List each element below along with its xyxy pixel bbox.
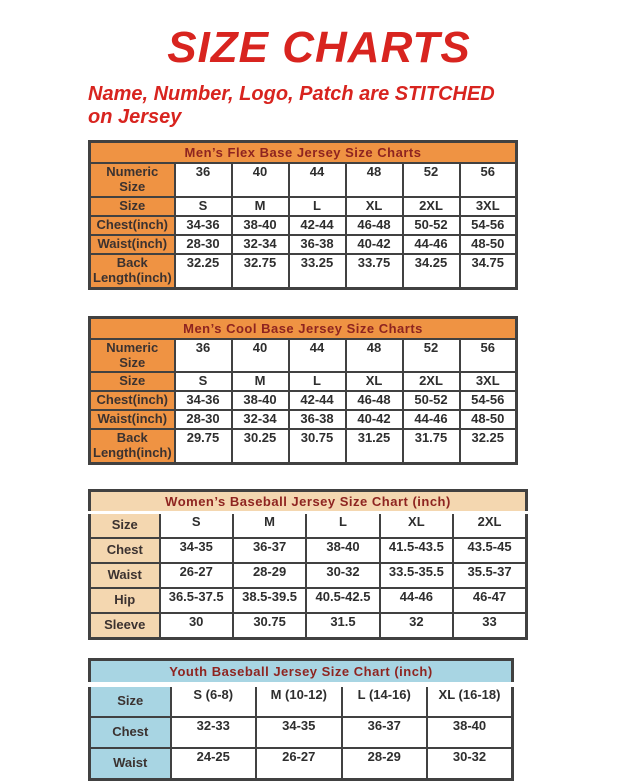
size-value-cell: S — [160, 513, 233, 538]
size-value-cell: 36-37 — [342, 717, 428, 748]
size-value-cell: 40 — [232, 339, 289, 373]
subtitle-line-2: on Jersey — [88, 106, 182, 128]
size-value-cell: 35.5-37 — [453, 563, 526, 588]
row-label: Size — [90, 684, 171, 716]
table-title-row — [90, 659, 513, 684]
size-value-cell: 36 — [175, 163, 232, 197]
size-value-cell: 3XL — [460, 372, 517, 391]
size-value-cell: 26-27 — [256, 748, 342, 779]
size-value-cell: 36-37 — [233, 538, 306, 563]
size-value-cell: 48-50 — [460, 410, 517, 429]
size-value-cell: 29.75 — [175, 429, 232, 463]
size-value-cell: 30-32 — [427, 748, 513, 779]
size-value-cell: L — [289, 197, 346, 216]
size-value-cell: 38-40 — [232, 216, 289, 235]
table-row — [90, 588, 527, 613]
table-row — [90, 563, 527, 588]
row-label: Chest — [90, 538, 160, 563]
size-value-cell: S (6-8) — [171, 684, 257, 716]
table-title: Women’s Baseball Jersey Size Chart (inch) — [90, 491, 527, 513]
size-value-cell: 34-36 — [175, 391, 232, 410]
size-value-cell: 52 — [403, 339, 460, 373]
size-value-cell: 41.5-43.5 — [380, 538, 453, 563]
size-value-cell: M (10-12) — [256, 684, 342, 716]
row-label: Chest — [90, 717, 171, 748]
size-value-cell: 54-56 — [460, 216, 517, 235]
size-value-cell: 34-36 — [175, 216, 232, 235]
womens-baseball-size-table — [88, 489, 528, 640]
table-row — [90, 538, 527, 563]
size-value-cell: 34-35 — [256, 717, 342, 748]
mens-cool-base-size-table — [88, 316, 518, 466]
size-value-cell: 30-32 — [306, 563, 379, 588]
row-label: Size — [90, 197, 175, 216]
size-value-cell: 28-30 — [175, 235, 232, 254]
table-row — [90, 613, 527, 638]
size-value-cell: 24-25 — [171, 748, 257, 779]
table-row — [90, 216, 517, 235]
size-value-cell: 44-46 — [403, 410, 460, 429]
size-value-cell: 44-46 — [403, 235, 460, 254]
table-row — [90, 748, 513, 779]
size-value-cell: 44 — [289, 163, 346, 197]
size-value-cell: S — [175, 372, 232, 391]
row-label: Numeric Size — [90, 339, 175, 373]
size-value-cell: 44-46 — [380, 588, 453, 613]
size-value-cell: 42-44 — [289, 391, 346, 410]
size-value-cell: L (14-16) — [342, 684, 428, 716]
size-value-cell: 40 — [232, 163, 289, 197]
row-label: Size — [90, 372, 175, 391]
table-row — [90, 717, 513, 748]
size-value-cell: 44 — [289, 339, 346, 373]
size-value-cell: 31.5 — [306, 613, 379, 638]
row-label: Waist — [90, 563, 160, 588]
size-value-cell: 32-33 — [171, 717, 257, 748]
table-row — [90, 391, 517, 410]
size-value-cell: 36 — [175, 339, 232, 373]
youth-baseball-size-table — [88, 658, 514, 781]
size-value-cell: L — [289, 372, 346, 391]
page-title: SIZE CHARTS — [167, 23, 471, 72]
size-value-cell: 38.5-39.5 — [233, 588, 306, 613]
size-value-cell: 56 — [460, 339, 517, 373]
size-value-cell: 33.25 — [289, 254, 346, 288]
size-value-cell: 2XL — [403, 372, 460, 391]
size-value-cell: 30 — [160, 613, 233, 638]
size-value-cell: 28-29 — [233, 563, 306, 588]
size-value-cell: L — [306, 513, 379, 538]
size-value-cell: 46-47 — [453, 588, 526, 613]
row-label: Back Length(inch) — [90, 429, 175, 463]
table-row — [90, 235, 517, 254]
row-label: Size — [90, 513, 160, 538]
size-value-cell: 32 — [380, 613, 453, 638]
size-value-cell: M — [232, 372, 289, 391]
size-value-cell: 30.75 — [233, 613, 306, 638]
size-value-cell: 32-34 — [232, 235, 289, 254]
size-value-cell: 42-44 — [289, 216, 346, 235]
table-title-row — [90, 142, 517, 164]
size-value-cell: 40.5-42.5 — [306, 588, 379, 613]
size-value-cell: 36-38 — [289, 235, 346, 254]
size-value-cell: 28-30 — [175, 410, 232, 429]
size-value-cell: 31.75 — [403, 429, 460, 463]
size-value-cell: 38-40 — [232, 391, 289, 410]
size-value-cell: XL — [380, 513, 453, 538]
size-value-cell: 36-38 — [289, 410, 346, 429]
mens-flex-base-size-table — [88, 140, 518, 290]
size-value-cell: 2XL — [403, 197, 460, 216]
size-value-cell: 30.25 — [232, 429, 289, 463]
size-value-cell: 40-42 — [346, 410, 403, 429]
table-row — [90, 429, 517, 463]
size-tables-container — [88, 140, 638, 781]
table-row — [90, 197, 517, 216]
size-value-cell: 54-56 — [460, 391, 517, 410]
size-value-cell: 46-48 — [346, 216, 403, 235]
size-value-cell: 36.5-37.5 — [160, 588, 233, 613]
table-row — [90, 254, 517, 288]
size-value-cell: 34.25 — [403, 254, 460, 288]
size-value-cell: 31.25 — [346, 429, 403, 463]
table-title: Men’s Cool Base Jersey Size Charts — [90, 317, 517, 339]
table-title: Men’s Flex Base Jersey Size Charts — [90, 142, 517, 164]
table-row — [90, 684, 513, 716]
size-value-cell: 32.25 — [175, 254, 232, 288]
table-title-row — [90, 317, 517, 339]
size-value-cell: XL — [346, 197, 403, 216]
row-label: Waist(inch) — [90, 410, 175, 429]
row-label: Hip — [90, 588, 160, 613]
size-value-cell: 38-40 — [427, 717, 513, 748]
row-label: Chest(inch) — [90, 391, 175, 410]
row-label: Back Length(inch) — [90, 254, 175, 288]
size-value-cell: 34-35 — [160, 538, 233, 563]
size-value-cell: 46-48 — [346, 391, 403, 410]
size-value-cell: 32.75 — [232, 254, 289, 288]
table-row — [90, 339, 517, 373]
size-value-cell: 26-27 — [160, 563, 233, 588]
size-value-cell: 52 — [403, 163, 460, 197]
size-value-cell: M — [232, 197, 289, 216]
size-value-cell: 40-42 — [346, 235, 403, 254]
size-value-cell: 50-52 — [403, 391, 460, 410]
subtitle-line-1: Name, Number, Logo, Patch are STITCHED — [88, 83, 495, 105]
size-value-cell: XL (16-18) — [427, 684, 513, 716]
size-value-cell: 3XL — [460, 197, 517, 216]
row-label: Chest(inch) — [90, 216, 175, 235]
table-row — [90, 410, 517, 429]
size-value-cell: 34.75 — [460, 254, 517, 288]
page-subtitle — [88, 83, 598, 129]
size-value-cell: 32.25 — [460, 429, 517, 463]
size-value-cell: S — [175, 197, 232, 216]
size-value-cell: 56 — [460, 163, 517, 197]
size-value-cell: 33 — [453, 613, 526, 638]
row-label: Numeric Size — [90, 163, 175, 197]
size-value-cell: XL — [346, 372, 403, 391]
size-value-cell: 38-40 — [306, 538, 379, 563]
size-value-cell: 48-50 — [460, 235, 517, 254]
size-value-cell: M — [233, 513, 306, 538]
size-value-cell: 48 — [346, 163, 403, 197]
table-row — [90, 372, 517, 391]
size-value-cell: 33.75 — [346, 254, 403, 288]
table-row — [90, 163, 517, 197]
size-value-cell: 30.75 — [289, 429, 346, 463]
size-value-cell: 33.5-35.5 — [380, 563, 453, 588]
page-header — [0, 23, 638, 72]
table-title: Youth Baseball Jersey Size Chart (inch) — [90, 659, 513, 684]
table-title-row — [90, 491, 527, 513]
size-value-cell: 50-52 — [403, 216, 460, 235]
size-value-cell: 48 — [346, 339, 403, 373]
table-row — [90, 513, 527, 538]
row-label: Waist(inch) — [90, 235, 175, 254]
size-value-cell: 43.5-45 — [453, 538, 526, 563]
row-label: Sleeve — [90, 613, 160, 638]
size-value-cell: 2XL — [453, 513, 526, 538]
size-value-cell: 32-34 — [232, 410, 289, 429]
row-label: Waist — [90, 748, 171, 779]
size-value-cell: 28-29 — [342, 748, 428, 779]
